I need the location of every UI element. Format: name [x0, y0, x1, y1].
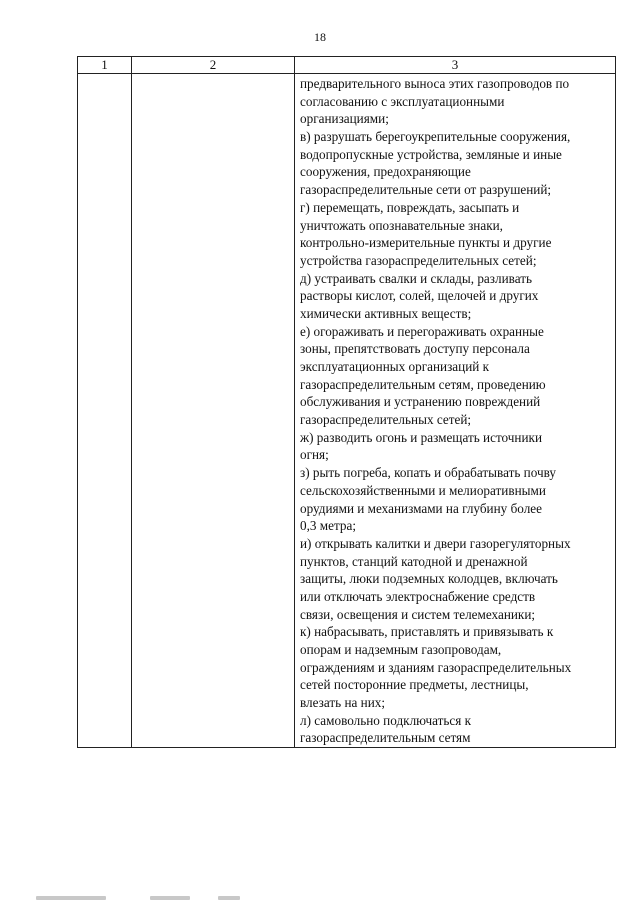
cell-column-2 [132, 74, 295, 748]
text-line: зоны, препятствовать доступу персонала [300, 341, 530, 357]
scan-artifact [150, 896, 190, 900]
text-line: связи, освещения и систем телемеханики; [300, 606, 536, 622]
column-header-2: 2 [132, 57, 295, 74]
text-line: устройства газораспределительных сетей; [300, 252, 537, 268]
text-line: газораспределительным сетям [300, 730, 471, 746]
text-line: е) огораживать и перегораживать охранные [300, 323, 544, 339]
text-line: защиты, люки подземных колодцев, включать [300, 571, 558, 587]
text-line: влезать на них; [300, 695, 386, 711]
text-line: сетей посторонние предметы, лестницы, [300, 677, 529, 693]
text-line: газораспределительным сетям, проведению [300, 376, 546, 392]
page-number: 18 [314, 30, 326, 44]
text-line: ж) разводить огонь и размещать источники [300, 429, 543, 445]
column-header-3: 3 [295, 57, 616, 74]
column-header-1: 1 [78, 57, 132, 74]
text-line: огня; [300, 447, 329, 463]
scan-artifact [218, 896, 240, 900]
text-line: согласованию с эксплуатационными [300, 93, 505, 109]
text-line: опорам и надземным газопроводам, [300, 642, 502, 657]
text-line: газораспределительные сети от разрушений; [300, 182, 552, 198]
text-line: уничтожать опознавательные знаки, [300, 217, 503, 233]
text-line: д) устраивать свалки и склады, разливать [300, 270, 532, 286]
text-line: растворы кислот, солей, щелочей и других [300, 288, 539, 304]
text-line: контрольно-измерительные пункты и другие [300, 235, 552, 251]
text-line: пунктов, станций катодной и дренажной [300, 553, 528, 569]
text-line: сооружения, предохраняющие [300, 164, 471, 180]
text-line: сельскохозяйственными и мелиоративными [300, 482, 546, 498]
content-table [77, 56, 616, 748]
text-line: водопропускные устройства, земляные и иные [300, 146, 562, 162]
scan-artifact [36, 896, 106, 900]
text-line: предварительного выноса этих газопроводов по [300, 76, 570, 91]
text-line: в) разрушать берегоукрепительные сооружения, [300, 129, 571, 145]
text-line: ограждениям и зданиям газораспределительных [300, 659, 572, 675]
cell-column-1 [78, 74, 132, 748]
text-line: л) самовольно подключаться к [300, 712, 472, 728]
text-line: газораспределительных сетей; [300, 412, 472, 428]
text-line: орудиями и механизмами на глубину более [300, 500, 542, 516]
text-line: к) набрасывать, приставлять и привязывать к [300, 624, 554, 640]
text-line: эксплуатационных организаций к [300, 359, 490, 374]
text-line: 0,3 метра; [300, 518, 357, 534]
text-line: г) перемещать, повреждать, засыпать и [300, 199, 520, 215]
cell-column-3 [295, 74, 616, 748]
text-line: обслуживания и устранению повреждений [300, 394, 541, 410]
text-line: химически активных веществ; [300, 305, 472, 321]
text-line: или отключать электроснабжение средств [300, 588, 536, 604]
text-line: з) рыть погреба, копать и обрабатывать почву [300, 465, 556, 481]
text-line: и) открывать калитки и двери газорегуляторных [300, 535, 571, 551]
table-header-row [78, 57, 616, 74]
table-row [78, 74, 616, 748]
text-line: организациями; [300, 111, 389, 127]
